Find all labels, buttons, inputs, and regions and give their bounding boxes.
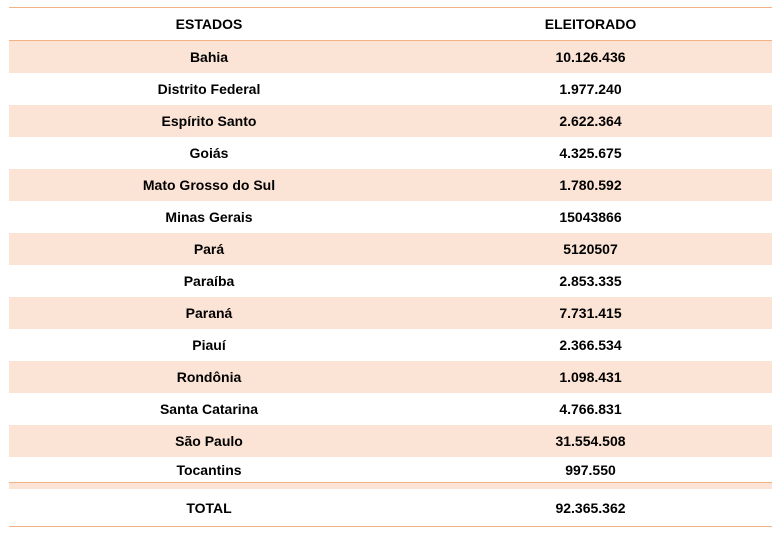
electorate-cell: 1.780.592	[559, 177, 622, 193]
state-cell: Santa Catarina	[159, 401, 259, 417]
state-cell: Rondônia	[176, 369, 242, 385]
state-cell: Paraná	[185, 305, 233, 321]
electorate-cell: 15043866	[559, 209, 622, 225]
total-row	[9, 489, 772, 526]
electorate-cell: 31.554.508	[555, 433, 626, 449]
electorate-cell: 997.550	[565, 461, 616, 478]
electorate-cell: 1.098.431	[559, 369, 622, 385]
electorate-table	[9, 7, 772, 527]
electorate-cell: 1.977.240	[559, 81, 622, 97]
bottom-rule	[9, 526, 772, 527]
table-row	[9, 361, 772, 393]
table-row	[9, 73, 772, 105]
electorate-cell: 2.622.364	[559, 113, 622, 129]
electorate-cell: 7.731.415	[559, 305, 622, 321]
header-row	[9, 8, 772, 40]
electorate-cell: 2.366.534	[559, 337, 622, 353]
table-row	[9, 137, 772, 169]
electorate-cell: 10.126.436	[555, 49, 626, 65]
table-row	[9, 233, 772, 265]
header-electorate: ELEITORADO	[544, 16, 637, 32]
state-cell: Bahia	[189, 49, 229, 65]
state-cell: Espírito Santo	[161, 113, 257, 129]
state-cell: Paraíba	[183, 273, 235, 289]
table-row	[9, 425, 772, 457]
state-cell: Minas Gerais	[165, 209, 253, 225]
table-row	[9, 201, 772, 233]
electorate-cell: 2.853.335	[559, 273, 622, 289]
electorate-cell: 5120507	[563, 241, 618, 257]
state-cell: Distrito Federal	[157, 81, 261, 97]
table-row	[9, 105, 772, 137]
table-body	[9, 41, 772, 482]
state-cell: São Paulo	[175, 433, 243, 449]
electorate-cell: 4.325.675	[559, 145, 622, 161]
header-states: ESTADOS	[175, 16, 243, 32]
state-cell: Goiás	[189, 145, 229, 161]
state-cell: Mato Grosso do Sul	[142, 177, 276, 193]
table-row	[9, 329, 772, 361]
state-cell: Piauí	[192, 337, 226, 353]
table-row	[9, 297, 772, 329]
table-row	[9, 265, 772, 297]
state-cell: Tocantins	[176, 461, 242, 478]
state-cell: Pará	[193, 241, 225, 257]
total-value: 92.365.362	[555, 499, 626, 516]
table-row	[9, 457, 772, 482]
total-label: TOTAL	[186, 499, 232, 516]
electorate-cell: 4.766.831	[559, 401, 622, 417]
table-row	[9, 169, 772, 201]
table-row	[9, 393, 772, 425]
table-row	[9, 41, 772, 73]
